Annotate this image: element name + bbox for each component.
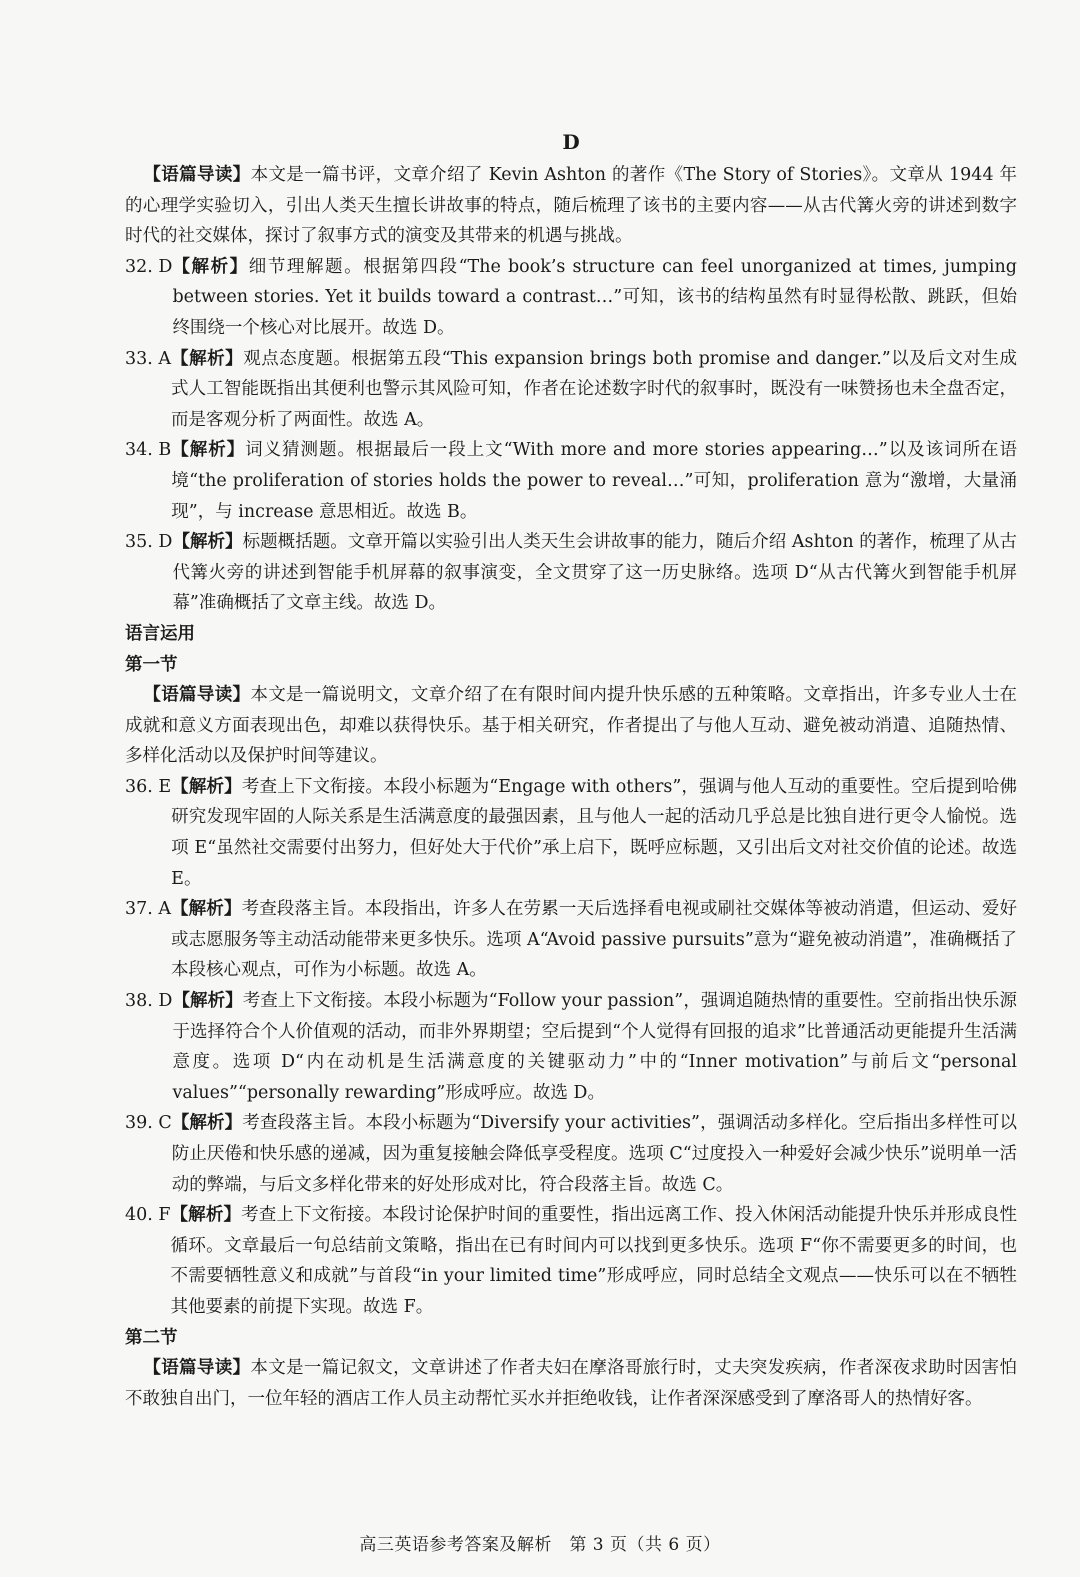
answer-item-37 [125, 894, 1017, 986]
analysis-tag: 【解析】 [170, 1205, 242, 1226]
answer-item-34 [125, 435, 1017, 527]
analysis-tag: 【解析】 [172, 991, 243, 1012]
guide-text: 本文是一篇书评，文章介绍了 Kevin Ashton 的著作《The Story of Stories》。文章从 1944 年的心理学实验切入，引出人类天生擅长讲故事的特点，随后梳理了该书的主要内容——从古代篝火旁的讲述到数字时代的社交媒体，探讨了叙事方式的演变及其带来的机遇与挑战。 [125, 165, 1018, 247]
answer-item-39 [125, 1108, 1017, 1200]
analysis-text: 考查段落主旨。本段指出，许多人在劳累一天后选择看电视或刷社交媒体等被动消遣，但运动、爱好或志愿服务等主动活动能带来更多快乐。选项 A“Avoid passive pursuits”意为“避免被动消遣”，准确概括了本段核心观点，可作为小标题。故选 A。 [171, 899, 1018, 981]
answer-number: 36. E [125, 776, 172, 797]
analysis-text: 考查上下文衔接。本段讨论保护时间的重要性，指出远离工作、投入休闲活动能提升快乐并形成良性循环。文章最后一句总结前文策略，指出在已有时间内可以找到更多快乐。选项 F“你不需要更多的时间，也不需要牺牲意义和成就”与首段“in your limited time”形成呼应，同时总结全文观点——快乐可以在不牺牲其他要素的前提下实现。故选 F。 [170, 1205, 1018, 1317]
analysis-text: 词义猜测题。根据最后一段上文“With more and more stories appearing…”以及该词所在语境“the proliferation of stories holds the power to reveal…”可知，proliferation 意为“激增，大量涌现”，与 increase 意思相近。故选 B。 [171, 440, 1017, 522]
page-content [125, 130, 1017, 1414]
answer-number: 38. D [125, 991, 173, 1012]
answer-number: 39. C [125, 1113, 172, 1134]
part2-heading: 第二节 [125, 1327, 178, 1348]
analysis-tag: 【解析】 [171, 776, 242, 797]
analysis-tag: 【解析】 [172, 532, 243, 553]
analysis-text: 标题概括题。文章开篇以实验引出人类天生会讲故事的能力，随后介绍 Ashton 的著作，梳理了从古代篝火旁的讲述到智能手机屏幕的叙事演变，全文贯穿了这一历史脉络。选项 D“从古代篝火到智能手机屏幕”准确概括了文章主线。故选 D。 [172, 532, 1017, 614]
guide-text: 本文是一篇记叙文，文章讲述了作者夫妇在摩洛哥旅行时，丈夫突发疾病，作者深夜求助时因害怕不敢独自出门，一位年轻的酒店工作人员主动帮忙买水并拒绝收钱，让作者深深感受到了摩洛哥人的热情好客。 [125, 1358, 1017, 1409]
analysis-text: 观点态度题。根据第五段“This expansion brings both promise and danger.”以及后文对生成式人工智能既指出其便利也警示其风险可知，作者在论述数字时代的叙事时，既没有一味赞扬也未全盘否定，而是客观分析了两面性。故选 A。 [171, 348, 1017, 430]
answer-item-40 [125, 1200, 1017, 1322]
analysis-tag: 【解析】 [171, 1113, 243, 1134]
analysis-tag: 【解析】 [171, 899, 242, 920]
guide-text: 本文是一篇说明文，文章介绍了在有限时间内提升快乐感的五种策略。文章指出，许多专业人士在成就和意义方面表现出色，却难以获得快乐。基于相关研究，作者提出了与他人互动、避免被动消遣、追随热情、多样化活动以及保护时间等建议。 [125, 685, 1017, 767]
answer-item-36 [125, 772, 1017, 894]
guide-tag: 【语篇导读】 [143, 165, 251, 185]
analysis-text: 考查上下文衔接。本段小标题为“Follow your passion”，强调追随热情的重要性。空前指出快乐源于选择符合个人价值观的活动，而非外界期望；空后提到“个人觉得有回报的追求”比普通活动更能提升生活满意度。选项 D“内在动机是生活满意度的关键驱动力”中的“Inner motivation”与前后文“personal values”“personally rewarding”形成呼应。故选 D。 [172, 991, 1017, 1103]
analysis-tag: 【解析】 [171, 440, 246, 461]
answer-number: 37. A [125, 899, 172, 920]
reading-guide-part1 [125, 680, 1017, 772]
guide-tag: 【语篇导读】 [143, 685, 251, 706]
analysis-tag: 【解析】 [171, 348, 244, 369]
answer-number: 32. D [125, 256, 173, 277]
page-footer: 高三英语参考答案及解析 第 3 页（共 6 页） [359, 1535, 721, 1555]
section-letter: D [562, 130, 580, 154]
answer-number: 35. D [125, 532, 173, 553]
analysis-text: 细节理解题。根据第四段“The book’s structure can feel unorganized at times, jumping between stories. Yet it builds toward a contrast…”可知，该书的结构虽然有时显得松散、跳跃，但始终围绕一个核心对比展开。故选 D。 [172, 256, 1017, 338]
answer-item-33 [125, 344, 1017, 436]
answer-number: 40. F [125, 1205, 171, 1226]
answer-number: 33. A [125, 348, 172, 369]
part1-heading: 第一节 [125, 654, 178, 675]
answer-item-38 [125, 986, 1017, 1108]
answer-number: 34. B [125, 440, 172, 461]
guide-tag: 【语篇导读】 [143, 1358, 251, 1379]
reading-guide-part2 [125, 1353, 1017, 1414]
analysis-tag: 【解析】 [172, 256, 249, 277]
answer-item-35 [125, 527, 1017, 619]
answer-item-32 [125, 252, 1017, 344]
reading-guide-d [125, 160, 1017, 252]
language-use-heading: 语言运用 [125, 623, 195, 644]
analysis-text: 考查上下文衔接。本段小标题为“Engage with others”，强调与他人互动的重要性。空后提到哈佛研究发现牢固的人际关系是生活满意度的最强因素，且与他人一起的活动几乎总是比独自进行更令人愉悦。选项 E“虽然社交需要付出努力，但好处大于代价”承上启下，既呼应标题，又引出后文对社交价值的论述。故选 E。 [171, 776, 1017, 889]
analysis-text: 考查段落主旨。本段小标题为“Diversify your activities”，强调活动多样化。空后指出多样性可以防止厌倦和快乐感的递减，因为重复接触会降低享受程度。选项 C“过度投入一种爱好会减少快乐”说明单一活动的弊端，与后文多样化带来的好处形成对比，符合段落主旨。故选 C。 [171, 1113, 1017, 1195]
